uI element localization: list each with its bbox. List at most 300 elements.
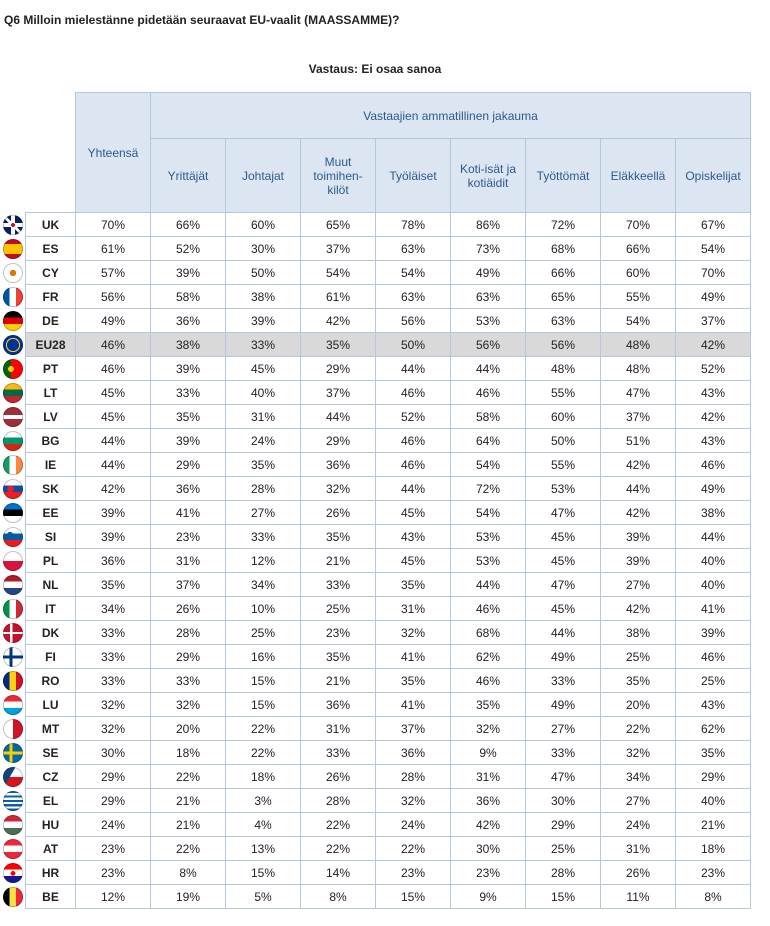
column-value: 26% (151, 597, 226, 621)
country-code: SK (26, 477, 76, 501)
column-value: 72% (451, 477, 526, 501)
column-value: 21% (676, 813, 751, 837)
table-row (0, 573, 751, 597)
lu-flag-icon (3, 695, 23, 715)
column-value: 46% (376, 453, 451, 477)
flag-cell (0, 237, 26, 261)
total-value: 33% (76, 621, 151, 645)
column-value: 63% (526, 309, 601, 333)
header-column: Muut toimihen- kilöt (301, 139, 376, 213)
column-value: 23% (451, 861, 526, 885)
header-column: Työttömät (526, 139, 601, 213)
column-value: 46% (676, 453, 751, 477)
eu-flag-icon (3, 335, 23, 355)
table-row (0, 837, 751, 861)
column-value: 22% (151, 765, 226, 789)
column-value: 35% (301, 645, 376, 669)
column-value: 42% (676, 333, 751, 357)
column-value: 38% (601, 621, 676, 645)
column-value: 4% (226, 813, 301, 837)
header-column: Eläkkeellä (601, 139, 676, 213)
total-value: 45% (76, 381, 151, 405)
column-value: 42% (601, 597, 676, 621)
es-flag-icon (3, 239, 23, 259)
flag-cell (0, 861, 26, 885)
column-value: 38% (151, 333, 226, 357)
column-value: 46% (451, 669, 526, 693)
column-value: 15% (226, 669, 301, 693)
column-value: 45% (376, 501, 451, 525)
country-code: SI (26, 525, 76, 549)
column-value: 27% (601, 789, 676, 813)
column-value: 54% (451, 453, 526, 477)
column-value: 37% (151, 573, 226, 597)
at-flag-icon (3, 839, 23, 859)
column-value: 44% (301, 405, 376, 429)
column-value: 33% (151, 669, 226, 693)
ie-flag-icon (3, 455, 23, 475)
column-value: 47% (526, 573, 601, 597)
column-value: 40% (226, 381, 301, 405)
country-code: EE (26, 501, 76, 525)
column-value: 23% (301, 621, 376, 645)
column-value: 21% (151, 789, 226, 813)
column-value: 47% (526, 501, 601, 525)
column-value: 36% (451, 789, 526, 813)
results-table (0, 92, 751, 909)
total-value: 12% (76, 885, 151, 909)
column-value: 33% (526, 741, 601, 765)
hr-flag-icon (3, 863, 23, 883)
country-code: DE (26, 309, 76, 333)
table-row (0, 213, 751, 237)
table-row (0, 693, 751, 717)
total-value: 36% (76, 549, 151, 573)
column-value: 35% (601, 669, 676, 693)
column-value: 44% (451, 573, 526, 597)
column-value: 56% (451, 333, 526, 357)
column-value: 13% (226, 837, 301, 861)
flag-cell (0, 789, 26, 813)
country-code: RO (26, 669, 76, 693)
column-value: 20% (151, 717, 226, 741)
country-code: DK (26, 621, 76, 645)
flag-cell (0, 717, 26, 741)
total-value: 45% (76, 405, 151, 429)
total-value: 44% (76, 453, 151, 477)
column-value: 49% (526, 645, 601, 669)
flag-cell (0, 453, 26, 477)
table-row (0, 477, 751, 501)
column-value: 25% (601, 645, 676, 669)
lt-flag-icon (3, 383, 23, 403)
column-value: 52% (676, 357, 751, 381)
column-value: 15% (376, 885, 451, 909)
flag-cell (0, 381, 26, 405)
column-value: 46% (676, 645, 751, 669)
flag-cell (0, 765, 26, 789)
column-value: 32% (151, 693, 226, 717)
header-total: Yhteensä (76, 93, 151, 213)
column-value: 66% (151, 213, 226, 237)
country-code: IT (26, 597, 76, 621)
country-code: LU (26, 693, 76, 717)
column-value: 62% (676, 717, 751, 741)
column-value: 19% (151, 885, 226, 909)
column-value: 53% (526, 477, 601, 501)
total-value: 39% (76, 525, 151, 549)
column-value: 52% (151, 237, 226, 261)
column-value: 8% (151, 861, 226, 885)
total-value: 35% (76, 573, 151, 597)
column-value: 29% (526, 813, 601, 837)
column-value: 28% (226, 477, 301, 501)
column-value: 42% (301, 309, 376, 333)
column-value: 24% (226, 429, 301, 453)
column-value: 50% (526, 429, 601, 453)
column-value: 56% (526, 333, 601, 357)
flag-cell (0, 525, 26, 549)
country-code: PT (26, 357, 76, 381)
fi-flag-icon (3, 647, 23, 667)
column-value: 5% (226, 885, 301, 909)
column-value: 60% (226, 213, 301, 237)
column-value: 43% (676, 429, 751, 453)
table-row (0, 237, 751, 261)
column-value: 49% (451, 261, 526, 285)
column-value: 41% (676, 597, 751, 621)
ee-flag-icon (3, 503, 23, 523)
column-value: 43% (676, 381, 751, 405)
total-value: 33% (76, 645, 151, 669)
column-value: 70% (676, 261, 751, 285)
column-value: 31% (376, 597, 451, 621)
column-value: 3% (226, 789, 301, 813)
column-value: 67% (676, 213, 751, 237)
column-value: 28% (376, 765, 451, 789)
column-value: 26% (301, 501, 376, 525)
flag-cell (0, 885, 26, 909)
column-value: 33% (226, 525, 301, 549)
column-value: 34% (601, 765, 676, 789)
total-value: 42% (76, 477, 151, 501)
column-value: 72% (526, 213, 601, 237)
column-value: 54% (451, 501, 526, 525)
country-code: SE (26, 741, 76, 765)
column-value: 35% (301, 333, 376, 357)
column-value: 15% (226, 861, 301, 885)
table-row (0, 357, 751, 381)
column-value: 44% (601, 477, 676, 501)
column-value: 61% (301, 285, 376, 309)
column-value: 35% (151, 405, 226, 429)
column-value: 20% (601, 693, 676, 717)
column-value: 51% (601, 429, 676, 453)
country-code: LT (26, 381, 76, 405)
table-row (0, 597, 751, 621)
column-value: 29% (151, 645, 226, 669)
column-value: 31% (601, 837, 676, 861)
table-row (0, 333, 751, 357)
country-code: CY (26, 261, 76, 285)
column-value: 33% (301, 741, 376, 765)
nl-flag-icon (3, 575, 23, 595)
table-row (0, 381, 751, 405)
flag-cell (0, 597, 26, 621)
total-value: 23% (76, 861, 151, 885)
column-value: 48% (601, 357, 676, 381)
column-value: 12% (226, 549, 301, 573)
column-value: 26% (301, 765, 376, 789)
column-value: 41% (376, 693, 451, 717)
answer-subtitle-text: Vastaus: Ei osaa sanoa (308, 62, 442, 76)
column-value: 41% (151, 501, 226, 525)
column-value: 25% (676, 669, 751, 693)
column-value: 35% (451, 693, 526, 717)
flag-cell (0, 285, 26, 309)
column-value: 35% (376, 573, 451, 597)
column-value: 33% (301, 573, 376, 597)
country-code: PL (26, 549, 76, 573)
column-value: 42% (601, 453, 676, 477)
column-value: 32% (301, 477, 376, 501)
table-row (0, 717, 751, 741)
column-value: 65% (526, 285, 601, 309)
column-value: 53% (451, 525, 526, 549)
column-value: 37% (601, 405, 676, 429)
column-value: 23% (151, 525, 226, 549)
header-column: Yrittäjät (151, 139, 226, 213)
answer-subtitle (0, 62, 750, 76)
country-code: ES (26, 237, 76, 261)
total-value: 32% (76, 717, 151, 741)
column-value: 68% (451, 621, 526, 645)
column-value: 49% (526, 693, 601, 717)
column-value: 21% (151, 813, 226, 837)
column-value: 60% (601, 261, 676, 285)
column-value: 44% (376, 477, 451, 501)
column-value: 65% (301, 213, 376, 237)
column-value: 44% (451, 357, 526, 381)
total-value: 32% (76, 693, 151, 717)
column-value: 56% (376, 309, 451, 333)
column-value: 55% (601, 285, 676, 309)
column-value: 28% (301, 789, 376, 813)
column-value: 31% (451, 765, 526, 789)
column-value: 52% (376, 405, 451, 429)
column-value: 46% (451, 597, 526, 621)
column-value: 55% (526, 381, 601, 405)
column-value: 39% (676, 621, 751, 645)
column-value: 58% (451, 405, 526, 429)
column-value: 23% (376, 861, 451, 885)
country-code: BG (26, 429, 76, 453)
column-value: 22% (151, 837, 226, 861)
mt-flag-icon (3, 719, 23, 739)
column-value: 33% (151, 381, 226, 405)
column-value: 36% (151, 477, 226, 501)
column-value: 15% (226, 693, 301, 717)
column-value: 42% (451, 813, 526, 837)
column-value: 11% (601, 885, 676, 909)
column-value: 25% (301, 597, 376, 621)
header-column: Työläiset (376, 139, 451, 213)
column-value: 46% (376, 381, 451, 405)
column-value: 45% (376, 549, 451, 573)
total-value: 56% (76, 285, 151, 309)
column-value: 23% (676, 861, 751, 885)
column-value: 58% (151, 285, 226, 309)
flag-cell (0, 621, 26, 645)
total-value: 46% (76, 333, 151, 357)
pl-flag-icon (3, 551, 23, 571)
column-value: 55% (526, 453, 601, 477)
column-value: 32% (376, 789, 451, 813)
column-value: 44% (676, 525, 751, 549)
column-value: 50% (226, 261, 301, 285)
el-flag-icon (3, 791, 23, 811)
column-value: 34% (226, 573, 301, 597)
question-title: Q6 Milloin mielestänne pidetään seuraavat EU-vaalit (MAASSAMME)? (4, 13, 400, 27)
total-value: 29% (76, 765, 151, 789)
column-value: 43% (376, 525, 451, 549)
column-value: 45% (226, 357, 301, 381)
column-value: 38% (226, 285, 301, 309)
column-value: 22% (301, 837, 376, 861)
country-code: UK (26, 213, 76, 237)
column-value: 54% (676, 237, 751, 261)
column-value: 36% (376, 741, 451, 765)
hu-flag-icon (3, 815, 23, 835)
column-value: 44% (526, 621, 601, 645)
column-value: 63% (376, 237, 451, 261)
table-row (0, 741, 751, 765)
country-code: MT (26, 717, 76, 741)
column-value: 62% (451, 645, 526, 669)
column-value: 29% (151, 453, 226, 477)
column-value: 63% (376, 285, 451, 309)
flag-cell (0, 261, 26, 285)
header-column: Opiskelijat (676, 139, 751, 213)
cy-flag-icon (3, 263, 23, 283)
column-value: 27% (226, 501, 301, 525)
column-value: 70% (601, 213, 676, 237)
column-value: 39% (226, 309, 301, 333)
column-value: 22% (601, 717, 676, 741)
total-value: 70% (76, 213, 151, 237)
column-value: 22% (226, 717, 301, 741)
column-value: 53% (451, 549, 526, 573)
column-value: 33% (226, 333, 301, 357)
flag-cell (0, 573, 26, 597)
column-value: 25% (226, 621, 301, 645)
column-value: 40% (676, 549, 751, 573)
column-value: 39% (601, 549, 676, 573)
total-value: 39% (76, 501, 151, 525)
table-row (0, 861, 751, 885)
total-value: 61% (76, 237, 151, 261)
column-value: 22% (301, 813, 376, 837)
table-row (0, 405, 751, 429)
column-value: 14% (301, 861, 376, 885)
column-value: 36% (301, 453, 376, 477)
column-value: 22% (376, 837, 451, 861)
flag-cell (0, 333, 26, 357)
total-value: 49% (76, 309, 151, 333)
flag-cell (0, 669, 26, 693)
column-value: 9% (451, 741, 526, 765)
column-value: 26% (601, 861, 676, 885)
table-row (0, 525, 751, 549)
column-value: 28% (526, 861, 601, 885)
column-value: 39% (151, 261, 226, 285)
column-value: 47% (526, 765, 601, 789)
flag-cell (0, 693, 26, 717)
column-value: 45% (526, 549, 601, 573)
si-flag-icon (3, 527, 23, 547)
column-value: 54% (376, 261, 451, 285)
column-value: 25% (526, 837, 601, 861)
column-value: 35% (676, 741, 751, 765)
column-value: 21% (301, 669, 376, 693)
column-value: 45% (526, 525, 601, 549)
country-code: LV (26, 405, 76, 429)
table-row (0, 261, 751, 285)
dk-flag-icon (3, 623, 23, 643)
flag-cell (0, 741, 26, 765)
country-code: HR (26, 861, 76, 885)
country-code: EU28 (26, 333, 76, 357)
column-value: 41% (376, 645, 451, 669)
column-value: 31% (226, 405, 301, 429)
country-code: HU (26, 813, 76, 837)
column-value: 42% (601, 501, 676, 525)
total-value: 23% (76, 837, 151, 861)
ro-flag-icon (3, 671, 23, 691)
column-value: 49% (676, 285, 751, 309)
header-column: Koti-isät ja kotiäidit (451, 139, 526, 213)
column-value: 30% (451, 837, 526, 861)
column-value: 39% (151, 357, 226, 381)
column-value: 8% (676, 885, 751, 909)
column-value: 50% (376, 333, 451, 357)
column-value: 36% (301, 693, 376, 717)
table-row (0, 789, 751, 813)
it-flag-icon (3, 599, 23, 619)
column-value: 15% (526, 885, 601, 909)
column-value: 42% (676, 405, 751, 429)
total-value: 46% (76, 357, 151, 381)
table-row (0, 621, 751, 645)
column-value: 63% (451, 285, 526, 309)
table-row (0, 765, 751, 789)
table-row (0, 885, 751, 909)
pt-flag-icon (3, 359, 23, 379)
column-value: 54% (301, 261, 376, 285)
column-value: 27% (526, 717, 601, 741)
column-value: 47% (601, 381, 676, 405)
flag-cell (0, 357, 26, 381)
country-code: FI (26, 645, 76, 669)
column-value: 46% (376, 429, 451, 453)
column-value: 22% (226, 741, 301, 765)
table-row (0, 453, 751, 477)
flag-cell (0, 477, 26, 501)
country-code: BE (26, 885, 76, 909)
column-value: 18% (151, 741, 226, 765)
column-value: 10% (226, 597, 301, 621)
table-row (0, 309, 751, 333)
